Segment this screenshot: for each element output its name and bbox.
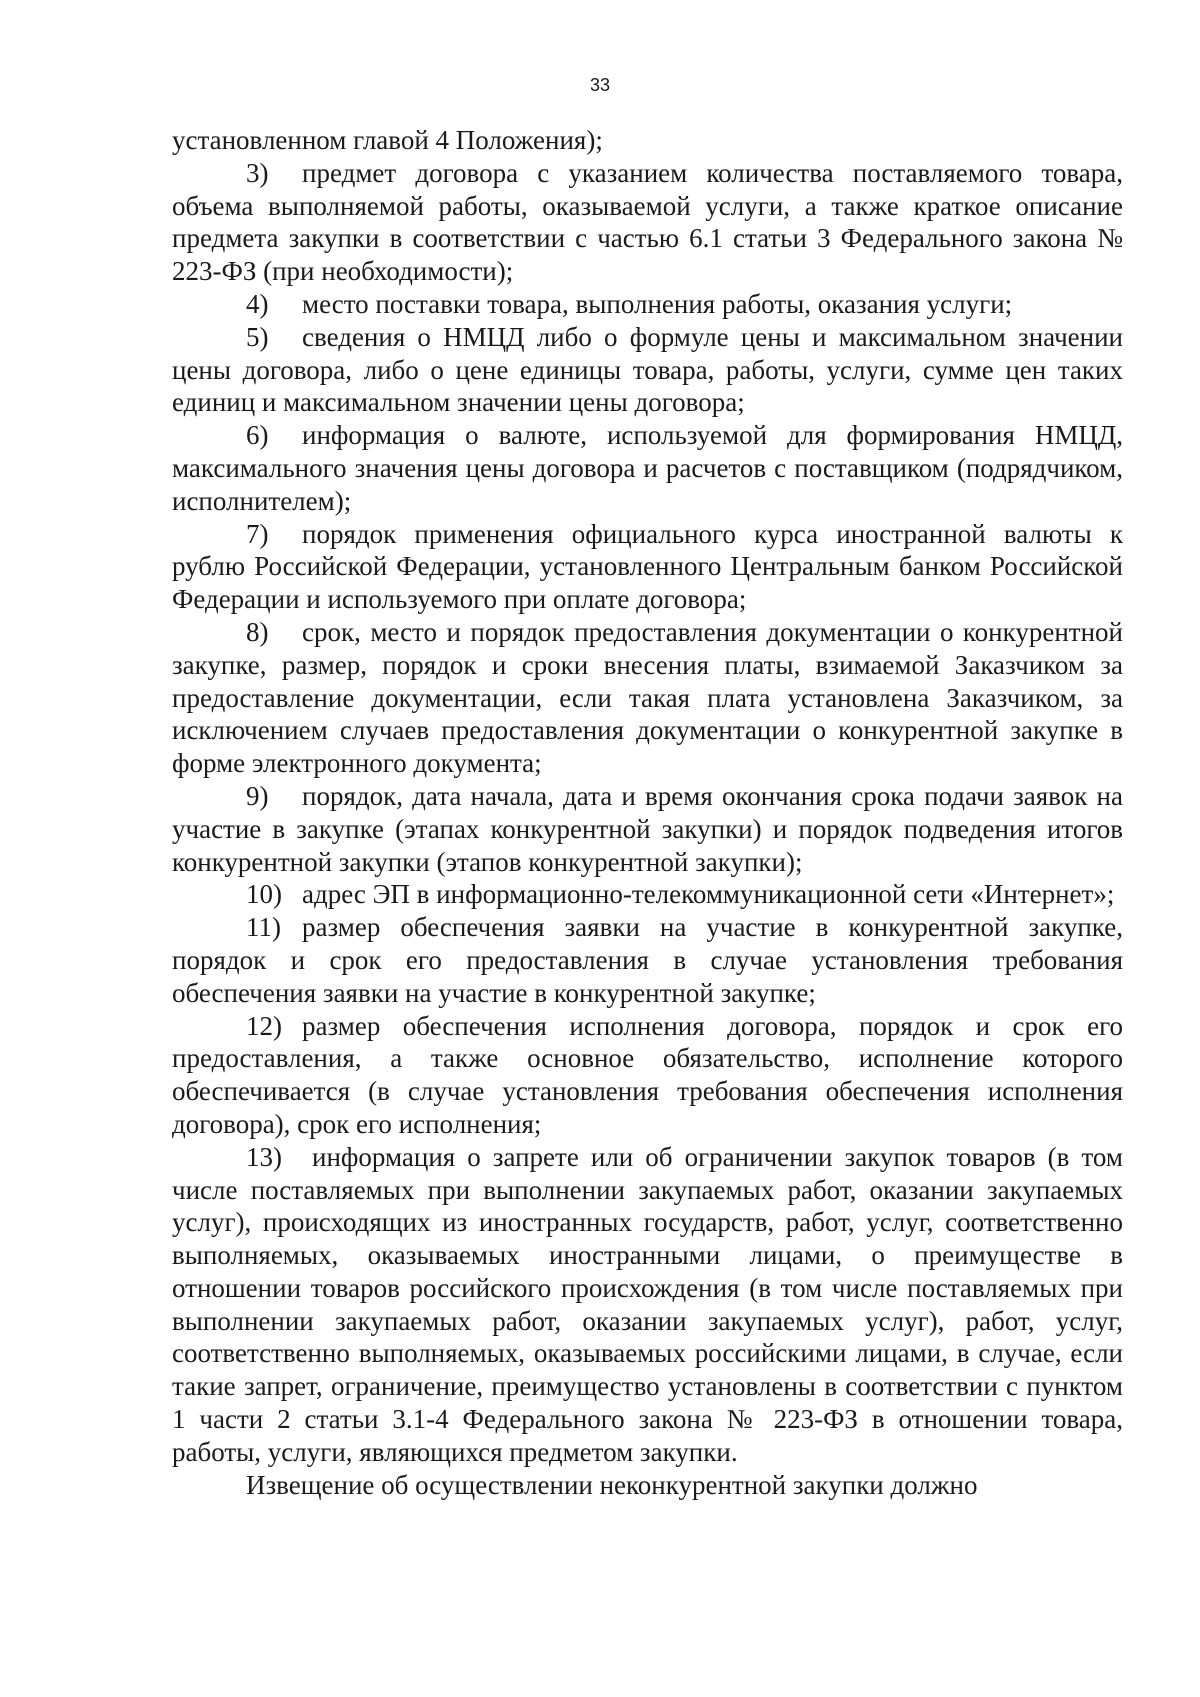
list-item-number: 7) — [246, 518, 269, 549]
list-item-10 — [172, 878, 1123, 911]
document-body — [172, 124, 1123, 1501]
list-item-12 — [172, 1010, 1123, 1141]
paragraph-continuation: установленном главой 4 Положения); — [172, 125, 603, 155]
list-item-number: 9) — [246, 780, 269, 811]
list-item-9 — [172, 780, 1123, 878]
list-item-text: сведения о НМЦД либо о формуле цены и максимальном значении цены договора, либо о цене единицы товара, работы, услуги, сумме цен таких единиц и максимальном значении цены договора; — [172, 321, 1123, 418]
list-item-number: 10) — [246, 879, 282, 910]
list-item-6 — [172, 419, 1123, 517]
list-item-4 — [172, 288, 1123, 321]
list-item-number: 12) — [246, 1010, 282, 1041]
list-item-11 — [172, 911, 1123, 1009]
list-item-number: 11) — [246, 912, 281, 943]
list-item-text: порядок применения официального курса иностранной валюты к рублю Российской Федерации, установленного Центральным банком Российской Федерации и используемого при оплате договора; — [172, 518, 1123, 615]
list-item-number: 5) — [246, 321, 269, 352]
list-item-text: предмет договора с указанием количества поставляемого товара, объема выполняемой работы, оказываемой услуги, а также краткое описание предмета закупки в соответствии с частью 6.1 статьи 3 Федерального закона № 223-ФЗ (при необходимости); — [172, 157, 1123, 287]
list-item-text: срок, место и порядок предоставления документации о конкурентной закупке, размер, порядок и сроки внесения платы, взимаемой Заказчиком за предоставление документации, если такая плата установлена Заказчиком, за исключением случаев предоставления документации о конкурентной закупке в форме электронного документа; — [172, 616, 1123, 779]
list-item-5 — [172, 321, 1123, 419]
list-item-number: 6) — [246, 420, 269, 451]
list-item-8 — [172, 616, 1123, 780]
list-item-text: информация о запрете или об ограничении закупок товаров (в том числе поставляемых при выполнении закупаемых работ, оказании закупаемых услуг), происходящих из иностранных государств, работ, услуг, соответственно выполняемых, оказываемых иностранными лицами, о преимуществе в отношении товаров российского происхождения (в том числе поставляемых при выполнении закупаемых работ, оказании закупаемых услуг), работ, услуг, соответственно выполняемых, оказываемых российскими лицами, в случае, если такие запрет, ограничение, преимущество установлены в соответствии с пунктом 1 части 2 статьи 3.1-4 Федерального закона № 223-ФЗ в отношении товара, работы, услуги, являющихся предметом закупки. — [172, 1141, 1123, 1467]
list-item-13 — [172, 1141, 1123, 1469]
list-item-number: 4) — [246, 288, 269, 319]
list-item-text: размер обеспечения исполнения договора, порядок и срок его предоставления, а также основное обязательство, исполнение которого обеспечивается (в случае установления требования обеспечения исполнения договора), срок его исполнения; — [172, 1010, 1123, 1139]
list-item-text: порядок, дата начала, дата и время окончания срока подачи заявок на участие в закупке (этапах конкурентной закупки) и порядок подведения итогов конкурентной закупки (этапов конкурентной закупки); — [172, 780, 1123, 877]
list-item-text: информация о валюте, используемой для формирования НМЦД, максимального значения цены договора и расчетов с поставщиком (подрядчиком, исполнителем); — [172, 420, 1123, 516]
list-item-text: место поставки товара, выполнения работы, оказания услуги; — [302, 288, 1013, 319]
list-item-number: 8) — [246, 616, 269, 647]
page-number: 33 — [589, 75, 611, 95]
list-item-7 — [172, 518, 1123, 616]
list-item-3 — [172, 157, 1123, 288]
list-item-text: адрес ЭП в информационно-телекоммуникационной сети «Интернет»; — [302, 879, 1115, 910]
list-item-number: 3) — [246, 157, 269, 188]
paragraph-notice: Извещение об осуществлении неконкурентной закупки должно — [246, 1469, 978, 1500]
list-item-text: размер обеспечения заявки на участие в конкурентной закупке, порядок и срок его предоставления в случае установления требования обеспечения заявки на участие в конкурентной закупке; — [172, 912, 1123, 1008]
list-item-number: 13) — [246, 1141, 282, 1172]
